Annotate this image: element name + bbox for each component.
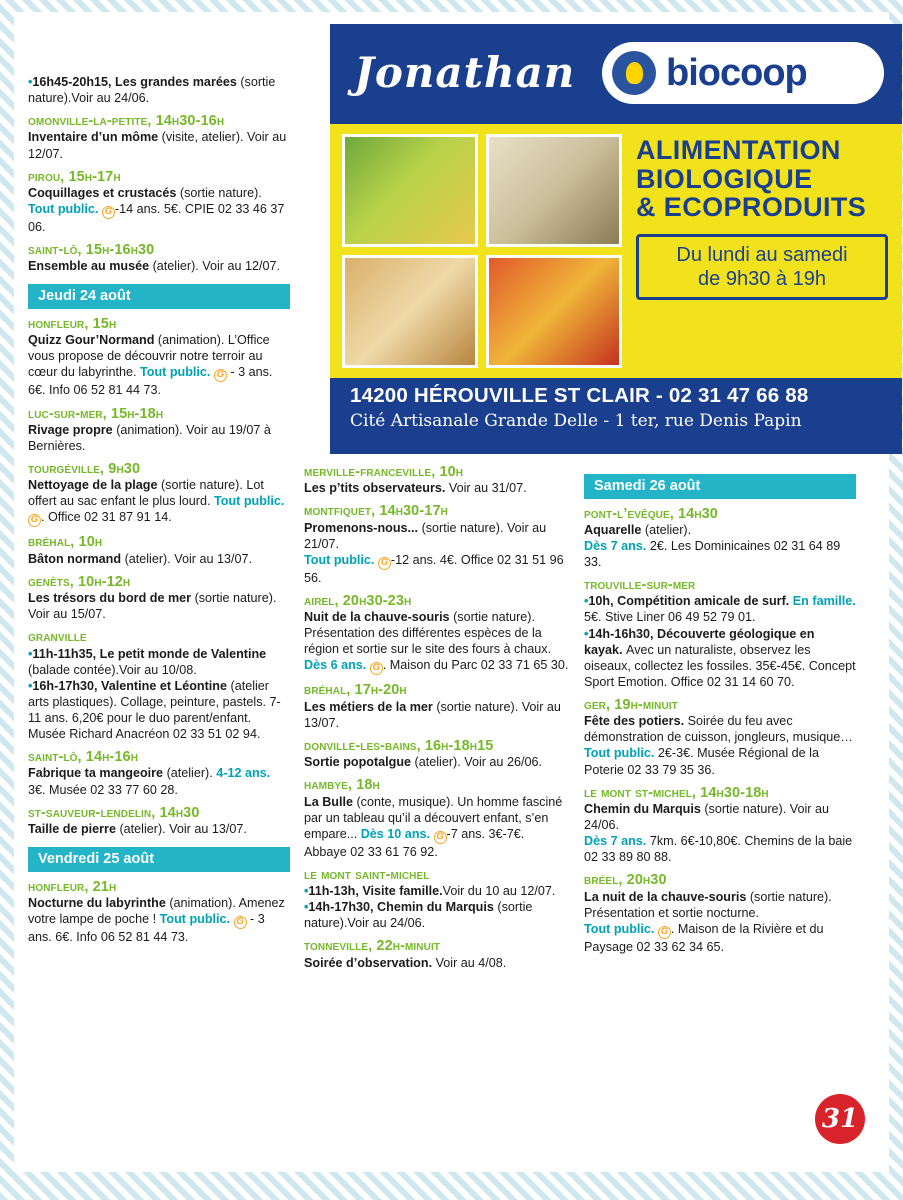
photo-bread — [342, 255, 478, 368]
entry-text: Découverte géologique en kayak. — [584, 626, 815, 657]
event-place-time: pont-l’evêque, 14h30 — [584, 505, 718, 522]
event-entry — [304, 593, 569, 676]
entries-group-4 — [304, 464, 569, 971]
entry-text: Chemin du Marquis — [584, 801, 705, 816]
event-description — [304, 794, 569, 860]
entry-text: • — [304, 884, 309, 899]
column-left — [28, 74, 290, 952]
entry-text: • — [584, 594, 589, 609]
gratuit-icon: G — [28, 514, 41, 527]
entry-text: (atelier arts plastiques). Collage, peinture, pastels. 7-11 ans. 6,20€ pour le duo parent/enfant. Musée Richard Anacréon 02 33 51 02 94. — [28, 678, 281, 742]
ad-footer — [330, 378, 902, 454]
entry-text: (atelier). Voir au 13/07. — [119, 821, 247, 836]
lightbulb-icon — [612, 51, 656, 95]
event-place-time: trouville-sur-mer — [584, 577, 696, 594]
entry-text: -12 ans. 4€. Office 02 31 51 96 56. — [304, 552, 564, 585]
entry-text: (animation). Amenez votre lampe de poche ! — [28, 895, 285, 926]
entry-text: Bâton normand — [28, 551, 125, 566]
event-entry — [304, 464, 569, 496]
event-description — [584, 889, 856, 921]
entry-text: • — [584, 626, 589, 641]
gratuit-icon: G — [434, 831, 447, 844]
entry-text: (sortie nature). Présentation des différentes espèces de la région et sortie sur le site des fours à chaux. — [304, 610, 552, 657]
event-entry — [584, 785, 856, 866]
entry-text: 14h-17h30, — [308, 900, 378, 915]
event-description — [28, 646, 290, 678]
page-content — [14, 12, 889, 1172]
event-place-time: honfleur, 21h — [28, 878, 117, 895]
entry-text: (atelier). Voir au 26/06. — [414, 755, 542, 770]
entry-text: Tout public. — [584, 746, 658, 761]
entry-text: Voir du 10 au 12/07. — [442, 884, 556, 899]
event-description — [304, 883, 569, 899]
event-description — [28, 678, 290, 742]
day-header-thursday: Jeudi 24 août — [28, 284, 290, 309]
event-entry — [28, 805, 290, 837]
event-place-time: airel, 20h30-23h — [304, 592, 412, 609]
event-place-time: omonville-la-petite, 14h30-16h — [28, 113, 225, 130]
entry-text: Chemin du Marquis — [377, 900, 498, 915]
event-description — [28, 258, 290, 274]
entry-text: Dès 10 ans. — [360, 826, 434, 841]
entry-text: Voir au 4/08. — [435, 955, 507, 970]
entry-text: Nuit de la chauve-souris — [304, 610, 454, 625]
gratuit-icon: G — [370, 662, 383, 675]
entry-text: -7 ans. 3€-7€. Abbaye 02 33 61 76 92. — [304, 826, 525, 859]
event-place-time: st-sauveur-lendelin, 14h30 — [28, 804, 200, 821]
ad-headline-3: & ECOPRODUITS — [636, 192, 867, 223]
entry-text: (atelier). Voir au 12/07. — [152, 259, 281, 274]
event-description — [304, 699, 569, 731]
event-description — [28, 895, 290, 945]
column-right — [584, 464, 856, 962]
entry-text: -14 ans. 5€. CPIE 02 33 46 37 06. — [28, 202, 285, 235]
entry-text: - 3 ans. 6€. Info 06 52 81 44 73. — [28, 365, 273, 398]
entry-text: 11h-11h35, — [32, 646, 100, 661]
event-description — [28, 821, 290, 837]
entry-text: Les p’tits observateurs. — [304, 481, 449, 496]
event-entry — [304, 503, 569, 586]
event-entry — [28, 879, 290, 945]
entry-text: Aquarelle — [584, 522, 645, 537]
ad-opening-hours — [636, 234, 888, 300]
photo-vegetables — [342, 134, 478, 247]
entry-text: (sortie nature).Voir au 24/06. — [28, 75, 276, 106]
ad-address-phone: 14200 HÉROUVILLE ST CLAIR - 02 31 47 66 88 — [350, 384, 809, 407]
entry-text: Sortie popotalgue — [304, 755, 415, 770]
column-middle — [304, 464, 569, 978]
entry-text: 5€. Stive Liner 06 49 52 79 01. — [584, 610, 756, 625]
gratuit-icon: G — [214, 369, 227, 382]
event-entry — [584, 872, 856, 955]
event-description — [304, 754, 569, 770]
entry-text: . Office 02 31 87 91 14. — [41, 510, 172, 525]
event-place-time: honfleur, 15h — [28, 316, 117, 333]
entry-text: 2€. Les Dominicaines 02 31 64 89 33. — [584, 538, 841, 569]
entry-text: (sortie nature). Voir au 24/06. — [584, 801, 829, 833]
event-description — [584, 626, 856, 690]
entry-text: 16h-17h30, — [32, 678, 102, 693]
event-description — [584, 921, 856, 955]
event-description — [28, 422, 290, 454]
event-entry — [28, 74, 290, 106]
entry-text: 4-12 ans. — [216, 766, 271, 781]
entry-text: • — [304, 900, 309, 915]
event-description — [584, 801, 856, 833]
entry-text: Fête des potiers. — [584, 714, 688, 729]
event-entry — [28, 749, 290, 797]
entry-text: Inventaire d’un môme — [28, 130, 162, 145]
event-entry — [28, 113, 290, 161]
event-place-time: tourgéville, 9h30 — [28, 461, 141, 478]
event-entry — [28, 629, 290, 742]
event-place-time: hambye, 18h — [304, 777, 380, 794]
entry-text: Taille de pierre — [28, 821, 120, 836]
event-place-time: bréhal, 10h — [28, 534, 103, 551]
gratuit-icon: G — [234, 916, 247, 929]
entry-text: Les grandes marées — [115, 75, 241, 89]
event-entry — [304, 867, 569, 932]
event-place-time: donville-les-bains, 16h-18h15 — [304, 737, 494, 754]
event-description — [304, 520, 569, 552]
entry-text: (sortie nature). Voir au 21/07. — [304, 520, 547, 551]
event-place-time: saint-lô, 15h-16h30 — [28, 242, 155, 259]
photo-cheese — [486, 134, 622, 247]
ad-body — [330, 124, 902, 378]
event-entry — [28, 169, 290, 235]
event-place-time: tonneville, 22h-minuit — [304, 938, 441, 955]
entry-text: Rivage propre — [28, 422, 117, 437]
ad-address-street: Cité Artisanale Grande Delle - 1 ter, rue Denis Papin — [350, 411, 802, 431]
entry-text: (visite, atelier). Voir au 12/07. — [28, 130, 287, 161]
event-description — [28, 332, 290, 398]
gratuit-icon: G — [378, 557, 391, 570]
event-description — [304, 609, 569, 675]
entry-text: La Bulle — [304, 794, 357, 809]
event-entry — [584, 506, 856, 571]
entry-text: (atelier). — [166, 766, 217, 781]
entry-text: Quizz Gour’Normand — [28, 333, 158, 348]
entry-text: Dès 7 ans. — [584, 538, 650, 553]
entry-text: Fabrique ta mangeoire — [28, 766, 167, 781]
event-description — [584, 833, 856, 865]
entry-text: • — [28, 75, 33, 89]
entry-text: En famille. — [792, 594, 856, 609]
entry-text: 2€-3€. Musée Régional de la Poterie 02 33 79 35 36. — [584, 746, 819, 777]
entry-text: - 3 ans. 6€. Info 06 52 81 44 73. — [28, 911, 265, 944]
day-header-friday: Vendredi 25 août — [28, 847, 290, 872]
event-entry — [28, 406, 290, 454]
ad-text-block — [630, 124, 902, 378]
event-place-time: pirou, 15h-17h — [28, 168, 121, 185]
event-entry — [304, 777, 569, 860]
event-description — [28, 590, 290, 622]
entry-text: Le petit monde de Valentine — [99, 646, 267, 661]
entry-text: Tout public. — [584, 921, 658, 936]
entry-text: Nocturne du labyrinthe — [28, 895, 170, 910]
entry-text: Tout public. — [159, 911, 234, 926]
event-entry — [28, 316, 290, 399]
entry-text: (animation). Voir au 19/07 à Bernières. — [28, 422, 271, 453]
entry-text: Voir au 31/07. — [448, 481, 527, 496]
entry-text: (balade contée).Voir au 10/08. — [28, 662, 197, 677]
event-place-time: ger, 19h-minuit — [584, 697, 678, 713]
event-place-time: le mont st-michel, 14h30-18h — [584, 784, 769, 801]
entry-text: • — [28, 678, 33, 693]
entry-text: (sortie nature). Voir au 13/07. — [304, 699, 561, 730]
ad-brand-script: Jonathan — [354, 48, 576, 97]
event-description — [584, 593, 856, 625]
entry-text: (conte, musique). Un homme fasciné par un tableau qu’il a découvert enfant, s’en empare... — [304, 794, 563, 841]
entry-text: (animation). L’Office vous propose de découvrir notre terroir au cœur du labyrinthe. — [28, 333, 270, 380]
photo-juice — [486, 255, 622, 368]
biocoop-logo — [602, 42, 884, 104]
ad-headline-1: ALIMENTATION — [636, 135, 841, 165]
advertisement-biocoop — [330, 24, 902, 454]
entry-text: Tout public. — [214, 494, 285, 509]
ad-header — [330, 24, 902, 124]
day-header-saturday: Samedi 26 août — [584, 474, 856, 499]
entry-text: (sortie nature). Présentation et sortie nocturne. — [584, 889, 832, 920]
event-entry — [28, 574, 290, 622]
entry-text: . Maison de la Rivière et du Paysage 02 33 62 34 65. — [584, 921, 824, 954]
event-description — [28, 551, 290, 567]
entries-group-3 — [28, 879, 290, 945]
event-place-time: merville-franceville, 10h — [304, 464, 464, 480]
entry-text: (atelier). — [644, 522, 692, 537]
event-description — [584, 713, 856, 777]
entry-text: Dès 7 ans. — [584, 834, 650, 849]
ad-hours-line-1: Du lundi au samedi — [676, 243, 848, 266]
event-description — [584, 538, 856, 570]
event-place-time: luc-sur-mer, 15h-18h — [28, 405, 164, 422]
event-description — [28, 129, 290, 161]
entry-text: Tout public. — [304, 552, 378, 567]
entry-text: Dès 6 ans. — [304, 658, 370, 673]
entry-text: Coquillages et crustacés — [28, 185, 180, 200]
entry-text: (sortie nature). — [179, 185, 262, 200]
event-place-time: montfiquet, 14h30-17h — [304, 503, 448, 520]
entry-text: 3€. Musée 02 33 77 60 28. — [28, 782, 178, 797]
entry-text: Tout public. — [140, 365, 214, 380]
entry-text: Soirée du feu avec démonstration de cuisson, jongleurs, musique… — [584, 714, 853, 745]
entry-text: Visite famille. — [362, 884, 443, 899]
ad-headline-2: BIOLOGIQUE — [636, 163, 813, 194]
entry-text: (sortie nature).Voir au 24/06. — [304, 900, 533, 931]
gratuit-icon: G — [102, 206, 115, 219]
event-entry — [28, 534, 290, 566]
entry-text: Promenons-nous... — [304, 520, 422, 535]
biocoop-wordmark: biocoop — [666, 51, 807, 94]
event-description — [304, 955, 569, 971]
entries-group-2 — [28, 316, 290, 837]
event-entry — [584, 697, 856, 778]
ad-photo-grid — [330, 124, 630, 378]
event-place-time: le mont saint-michel — [304, 866, 430, 883]
event-entry — [28, 461, 290, 527]
entry-text: Soirée d’observation. — [304, 955, 436, 970]
entry-text: Avec un naturaliste, observez les oiseaux, collectez les fossiles. 35€-45€. Concept Sport Emotion. Office 02 31 14 60 70. — [584, 642, 856, 689]
entry-text: Les métiers de la mer — [304, 699, 437, 714]
event-description — [28, 185, 290, 235]
entry-text: • — [28, 646, 33, 661]
event-description — [28, 477, 290, 527]
event-entry — [304, 682, 569, 730]
entry-text: 10h, — [588, 594, 618, 609]
entry-text: 11h-13h, — [308, 884, 363, 899]
event-place-time: saint-lô, 14h-16h — [28, 749, 139, 766]
event-description — [304, 480, 569, 496]
entry-text: La nuit de la chauve-souris — [584, 889, 750, 904]
entry-text: 14h-16h30, — [588, 626, 658, 641]
event-place-time: genêts, 10h-12h — [28, 573, 131, 590]
entry-text: (atelier). Voir au 13/07. — [124, 551, 252, 566]
event-description — [304, 552, 569, 586]
event-place-time: bréhal, 17h-20h — [304, 682, 407, 699]
entry-text: Valentine et Léontine — [101, 678, 231, 693]
event-entry — [584, 577, 856, 690]
entry-text: (sortie nature). Lot offert au sac enfant le plus lourd. — [28, 478, 264, 509]
entry-text: 7km. 6€-10,80€. Chemins de la baie 02 33 89 80 88. — [584, 834, 853, 865]
entries-group-1 — [28, 74, 290, 274]
ad-hours-line-2: de 9h30 à 19h — [698, 267, 826, 290]
entry-text: Nettoyage de la plage — [28, 478, 161, 493]
entry-text: Compétition amicale de surf. — [617, 594, 793, 609]
event-description — [584, 522, 856, 538]
event-entry — [28, 242, 290, 274]
event-entry — [304, 938, 569, 970]
entry-text: (sortie nature). Voir au 15/07. — [28, 591, 277, 622]
entry-text: Les trésors du bord de mer — [28, 591, 195, 606]
entry-text: . Maison du Parc 02 33 71 65 30. — [382, 658, 569, 673]
entry-text: Ensemble au musée — [28, 259, 153, 274]
entry-text: Tout public. — [28, 202, 102, 217]
event-place-time: granville — [28, 629, 87, 646]
entry-text: 16h45-20h15, — [32, 75, 116, 89]
event-place-time: bréel, 20h30 — [584, 872, 667, 889]
entries-group-5 — [584, 506, 856, 955]
gratuit-icon: G — [658, 926, 671, 939]
event-description — [28, 74, 290, 106]
page-number: 31 — [815, 1094, 865, 1144]
event-description — [28, 765, 290, 797]
event-description — [304, 899, 569, 931]
event-entry — [304, 738, 569, 770]
